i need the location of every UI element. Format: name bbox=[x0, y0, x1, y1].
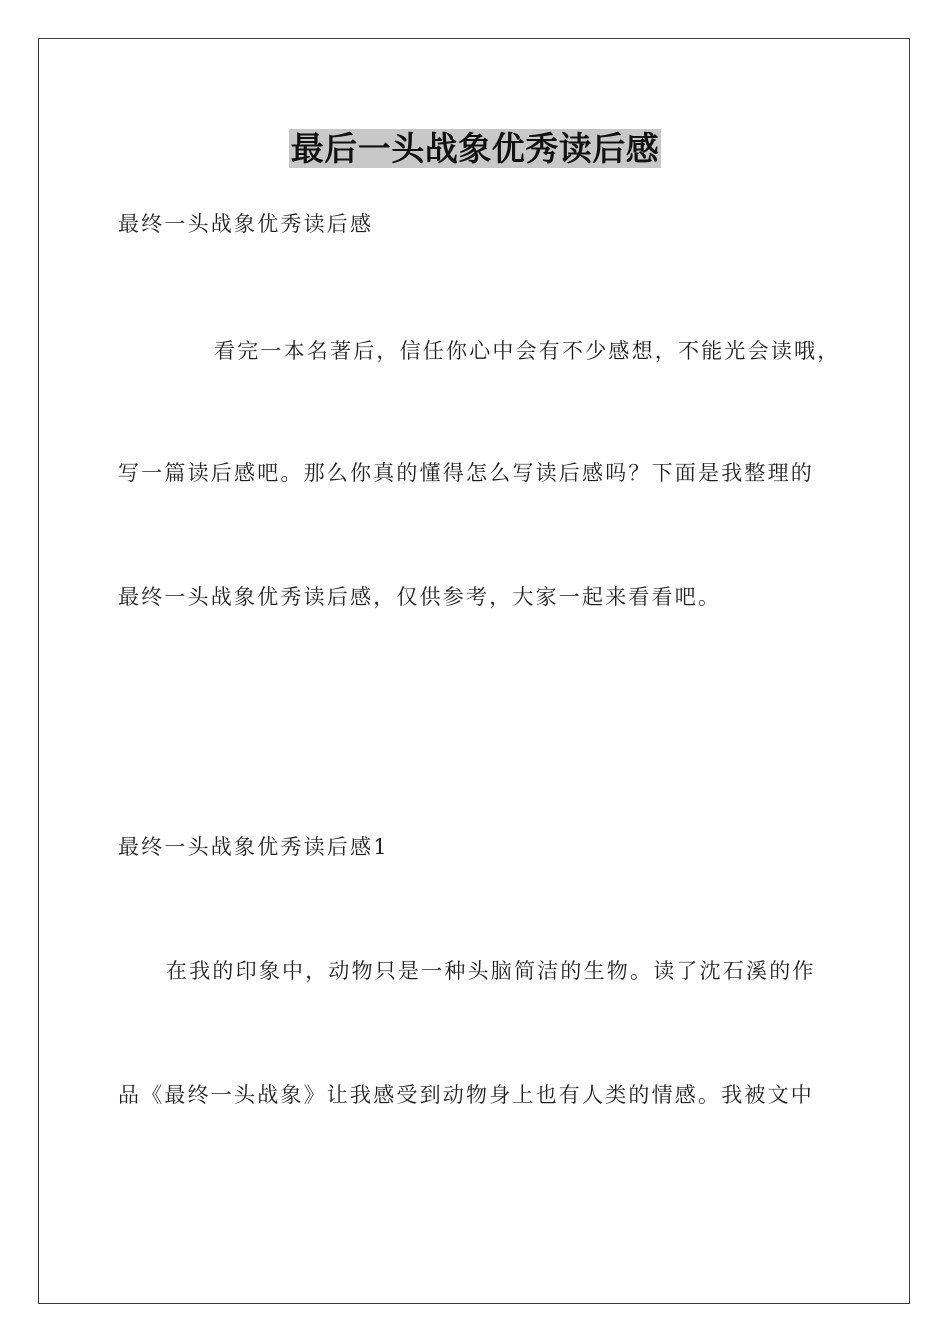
document-title bbox=[0, 128, 950, 170]
document-title-text: 最后一头战象优秀读后感 bbox=[290, 129, 660, 168]
section-heading: 最终一头战象优秀读后感1 bbox=[118, 835, 389, 859]
section-line-2: 品《最终一头战象》让我感受到动物身上也有人类的情感。我被文中 bbox=[118, 1083, 814, 1107]
intro-line-2: 写一篇读后感吧。那么你真的懂得怎么写读后感吗？下面是我整理的 bbox=[118, 461, 814, 485]
document-subtitle: 最终一头战象优秀读后感 bbox=[118, 212, 374, 236]
intro-line-1: 看完一本名著后，信任你心中会有不少感想，不能光会读哦， bbox=[214, 339, 841, 363]
intro-line-3: 最终一头战象优秀读后感，仅供参考，大家一起来看看吧。 bbox=[118, 585, 722, 609]
section-line-1: 在我的印象中，动物只是一种头脑简洁的生物。读了沈石溪的作 bbox=[166, 959, 816, 983]
